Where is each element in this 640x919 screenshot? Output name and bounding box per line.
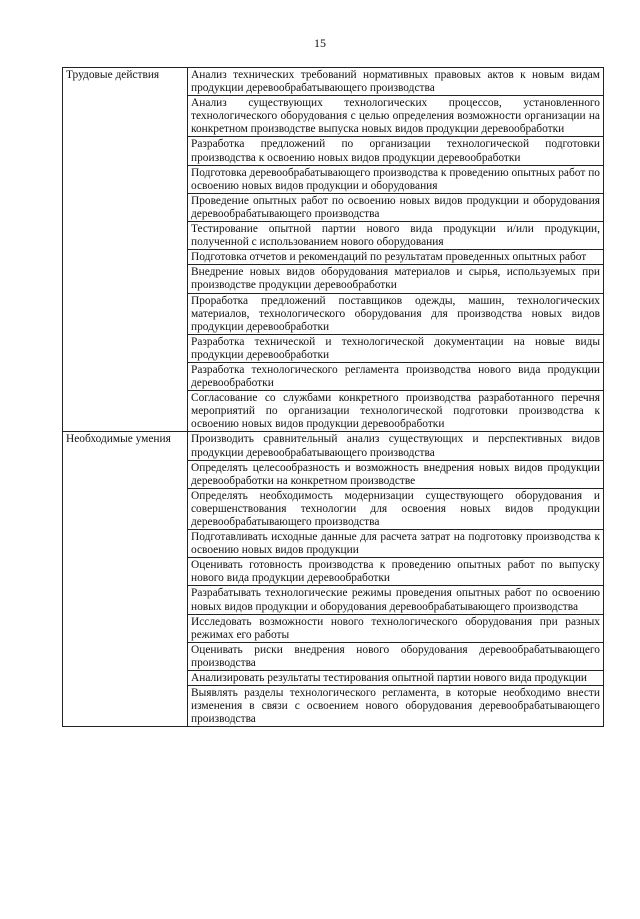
section-item: Разработка технической и технологической документации на новые виды продукции деревообработки — [188, 334, 604, 362]
section-item: Внедрение новых видов оборудования материалов и сырья, используемых при производстве продукции деревообработки — [188, 265, 604, 293]
section-item: Подготовка отчетов и рекомендаций по результатам проведенных опытных работ — [188, 250, 604, 265]
section-item: Разработка технологического регламента производства нового вида продукции деревообработки — [188, 362, 604, 390]
section-item: Исследовать возможности нового технологического оборудования при разных режимах его работы — [188, 614, 604, 642]
section-item: Анализировать результаты тестирования опытной партии нового вида продукции — [188, 671, 604, 686]
page-number: 15 — [314, 36, 326, 50]
section-item: Производить сравнительный анализ существующих и перспективных видов продукции деревообрабатывающего производства — [188, 432, 604, 460]
section-label: Необходимые умения — [63, 432, 188, 727]
section-item: Разработка предложений по организации технологической подготовки производства к освоению новых видов продукции деревообработки — [188, 137, 604, 165]
section-item: Тестирование опытной партии нового вида продукции и/или продукции, полученной с использованием нового оборудования — [188, 222, 604, 250]
section-item: Выявлять разделы технологического регламента, в которые необходимо внести изменения в связи с освоением нового оборудования деревообрабатывающего производства — [188, 686, 604, 727]
section-item: Подготавливать исходные данные для расчета затрат на подготовку производства к освоению новых видов продукции — [188, 530, 604, 558]
section-item: Согласование со службами конкретного производства разработанного перечня мероприятий по организации технологической подготовки производства к освоению новых видов продукции деревообработки — [188, 391, 604, 432]
section-item: Подготовка деревообрабатывающего производства к проведению опытных работ по освоению новых видов продукции и оборудования — [188, 165, 604, 193]
section-item: Разрабатывать технологические режимы проведения опытных работ по освоению новых видов продукции и оборудования деревообрабатывающего производства — [188, 586, 604, 614]
section-item: Определять целесообразность и возможность внедрения новых видов продукции деревообработки на конкретном производстве — [188, 460, 604, 488]
section-label: Трудовые действия — [63, 68, 188, 432]
section-item: Проведение опытных работ по освоению новых видов продукции и оборудования деревообрабатывающего производства — [188, 193, 604, 221]
section-item: Оценивать риски внедрения нового оборудования деревообрабатывающего производства — [188, 642, 604, 670]
table-row — [63, 68, 604, 96]
section-item: Проработка предложений поставщиков одежды, машин, технологических материалов, технологического оборудования для производства новых видов продукции деревообработки — [188, 293, 604, 334]
section-item: Определять необходимость модернизации существующего оборудования и совершенствования технологии для освоения новых видов продукции деревообрабатывающего производства — [188, 488, 604, 529]
section-item: Анализ существующих технологических процессов, установленного технологического оборудования с целью определения возможности организации на конкретном производстве выпуска новых видов продукции деревообработки — [188, 96, 604, 137]
section-item: Оценивать готовность производства к проведению опытных работ по выпуску нового вида продукции деревообработки — [188, 558, 604, 586]
table-row — [63, 432, 604, 460]
professional-standard-table — [62, 67, 604, 727]
section-item: Анализ технических требований нормативных правовых актов к новым видам продукции деревообрабатывающего производства — [188, 68, 604, 96]
